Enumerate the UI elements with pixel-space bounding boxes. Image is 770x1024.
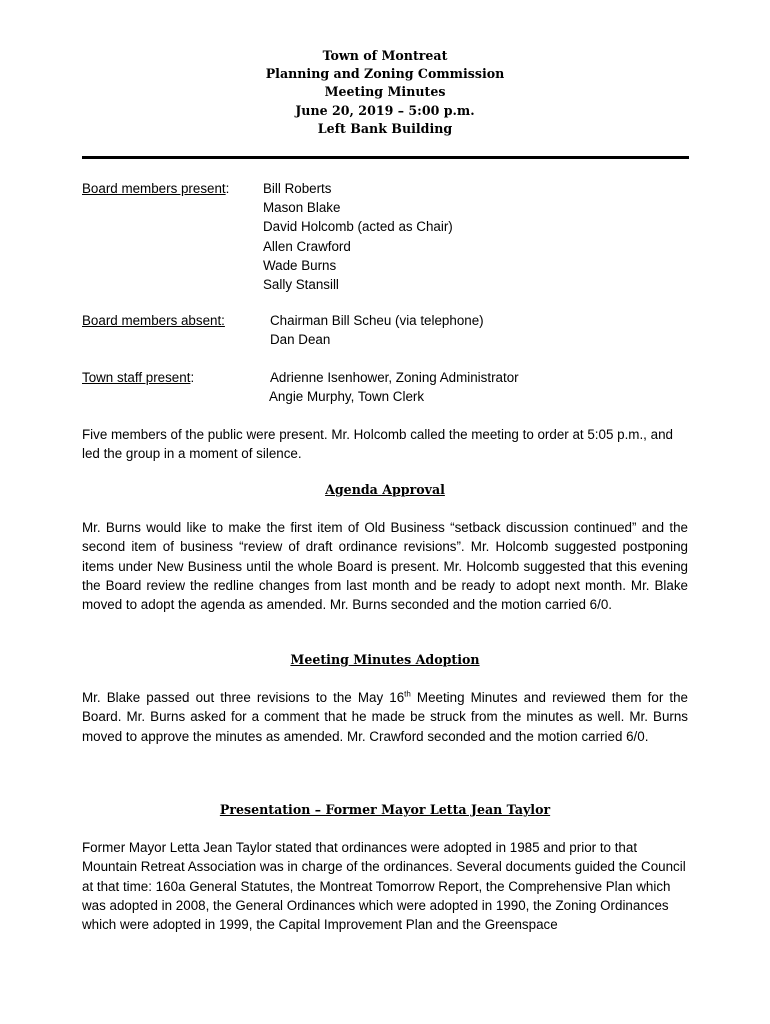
present-member: Sally Stansill xyxy=(263,277,339,293)
present-list xyxy=(263,179,453,294)
intro-paragraph: Five members of the public were present. Mr. Holcomb called the meeting to order at 5:05 p.m., and led the group in a moment of silence. xyxy=(82,427,673,462)
document-header xyxy=(0,47,770,138)
header-divider xyxy=(82,156,689,159)
present-label: Board members present xyxy=(82,181,226,196)
absent-member: Dan Dean xyxy=(270,332,331,348)
present-member: Wade Burns xyxy=(263,257,337,273)
header-commission: Planning and Zoning Commission xyxy=(265,66,505,82)
absent-member: Chairman Bill Scheu (via telephone) xyxy=(270,313,484,328)
section-heading-agenda: Agenda Approval xyxy=(325,482,445,497)
present-label-row xyxy=(82,179,229,198)
minutes-paragraph xyxy=(82,688,688,746)
staff-member: Angie Murphy, Town Clerk xyxy=(269,389,425,405)
header-town: Town of Montreat xyxy=(322,48,448,63)
presentation-paragraph: Former Mayor Letta Jean Taylor stated that ordinances were adopted in 1985 and prior to that Mountain Retreat Association was in charge of the ordinances. Several documents guided the Council at that time: 160a General Statutes, the Montreat Tomorrow Report, the Comprehensive Plan which was adopted in 2008, the General Ordinances which were adopted in 1990, the Zoning Ordinances which were adopted in 1999, the Capital Improvement Plan and the Greenspace xyxy=(82,840,686,933)
section-heading-presentation: Presentation – Former Mayor Letta Jean Taylor xyxy=(219,802,551,817)
header-doc-type: Meeting Minutes xyxy=(324,84,446,100)
absent-label-row xyxy=(82,311,225,330)
absent-list xyxy=(270,311,484,349)
staff-label-row xyxy=(82,368,194,387)
minutes-text-before: Mr. Blake passed out three revisions to the May 16 xyxy=(82,690,405,705)
present-member: Bill Roberts xyxy=(263,181,332,196)
header-date: June 20, 2019 – 5:00 p.m. xyxy=(295,102,475,118)
present-member: Allen Crawford xyxy=(263,238,351,254)
present-member: Mason Blake xyxy=(263,200,341,216)
staff-list xyxy=(270,368,519,406)
staff-member: Adrienne Isenhower, Zoning Administrator xyxy=(270,370,519,385)
header-location: Left Bank Building xyxy=(317,120,453,136)
agenda-paragraph: Mr. Burns would like to make the first item of Old Business “setback discussion continued” and the second item of business “review of draft ordinance revisions”. Mr. Holcomb suggested postponing items under New Business until the whole Board is present. Mr. Holcomb suggested that this evening the Board review the redline changes from last month and be ready to adopt next month. Mr. Blake moved to adopt the agenda as amended. Mr. Burns seconded and the motion carried 6/0. xyxy=(82,520,688,613)
absent-label: Board members absent: xyxy=(82,313,225,328)
section-heading-minutes: Meeting Minutes Adoption xyxy=(290,652,480,667)
staff-label: Town staff present xyxy=(82,370,191,385)
ordinal-suffix: th xyxy=(404,689,411,699)
minutes-text-after: Meeting Minutes and reviewed them for the Board. Mr. Burns asked for a comment that he made be struck from the minutes as well. Mr. Burns moved to approve the minutes as amended. Mr. Crawford seconded and the motion carried 6/0. xyxy=(82,690,688,744)
present-member: David Holcomb (acted as Chair) xyxy=(263,219,453,235)
staff-label-colon: : xyxy=(190,370,195,385)
present-label-colon: : xyxy=(225,181,230,196)
